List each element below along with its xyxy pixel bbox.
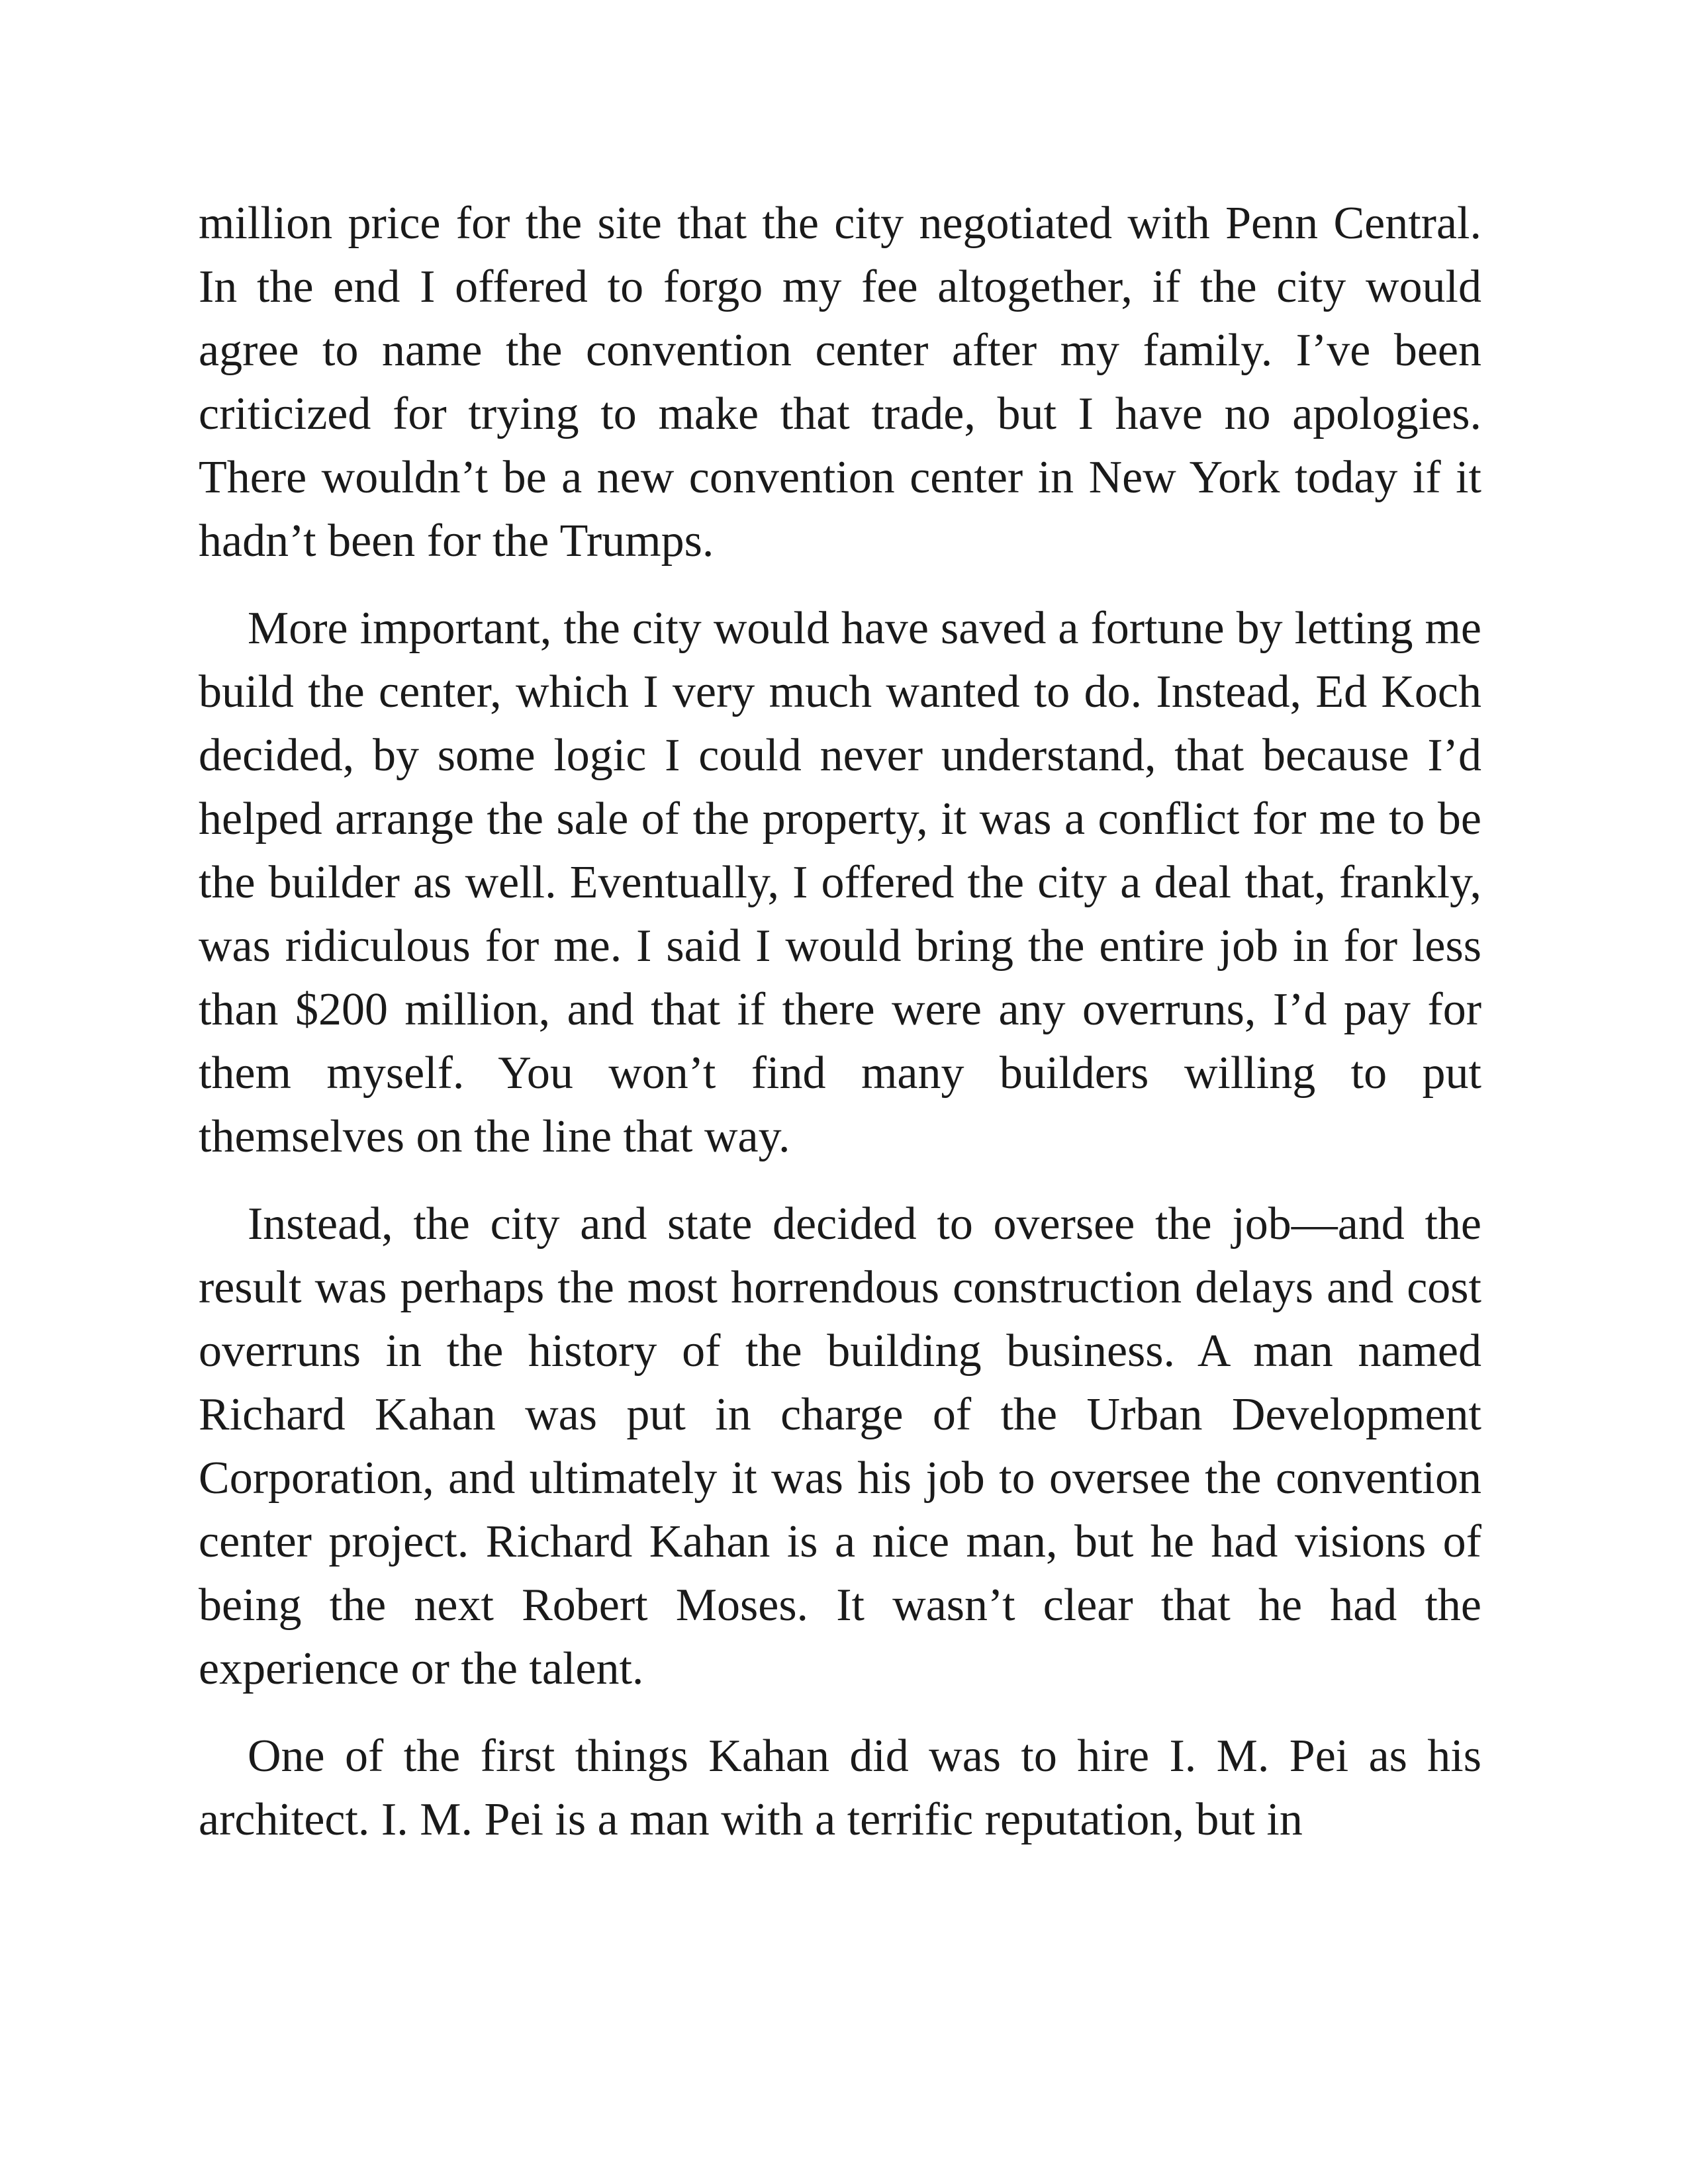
body-text bbox=[199, 192, 1481, 1876]
paragraph: More important, the city would have saved a fortune by letting me build the center, which I very much wanted to do. Instead, Ed Koch decided, by some logic I could never understand, that because I’d helped arrange the sale of the property, it was a conflict for me to be the builder as well. Eventually, I offered the city a deal that, frankly, was ridiculous for me. I said I would bring the entire job in for less than $200 million, and that if there were any overruns, I’d pay for them myself. You won’t find many builders willing to put themselves on the line that way. bbox=[199, 603, 1481, 1162]
paragraph-partial: One of the first things Kahan did was to hire I. M. Pei as his architect. I. M. Pei is a man with a terrific reputation, but in bbox=[199, 1731, 1481, 1845]
paragraph-continuation: million price for the site that the city negotiated with Penn Central. In the end I offered to forgo my fee altogether, if the city would agree to name the convention center after my family. I’ve been criticized for trying to make that trade, but I have no apologies. There wouldn’t be a new convention center in New York today if it hadn’t been for the Trumps. bbox=[199, 198, 1481, 567]
paragraph: Instead, the city and state decided to oversee the job—and the result was perhaps the most horrendous construction delays and cost overruns in the history of the building business. A man named Richard Kahan was put in charge of the Urban Development Corporation, and ultimately it was his job to oversee the convention center project. Richard Kahan is a nice man, but he had visions of being the next Robert Moses. It wasn’t clear that he had the experience or the talent. bbox=[199, 1199, 1481, 1694]
